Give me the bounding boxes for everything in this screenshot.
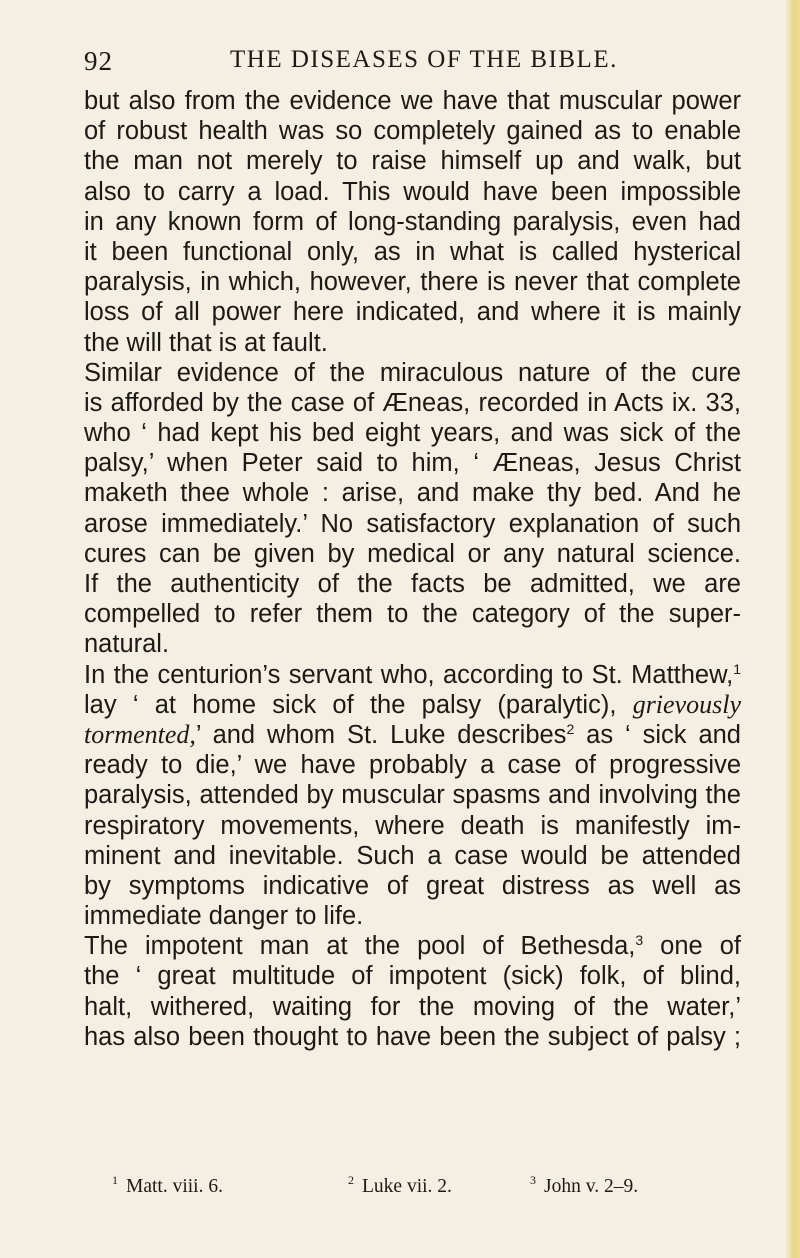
text-run: The impotent man at the pool of Bethesda, [84,932,636,961]
text-line: also to carry a load. This would have been impossible [84,177,741,206]
footnote [348,1173,452,1198]
text-line: paralysis, in which, however, there is never that complete [84,268,741,297]
text-line: maketh thee whole : arise, and make thy bed. And he [84,479,741,508]
body-text [84,86,741,1052]
footnote-ref: 3 [635,932,644,949]
footnote [530,1173,639,1198]
text-line: immediate danger to life. [84,902,364,931]
text-line: If the authenticity of the facts be admitted, we are [84,570,741,598]
text-line: compelled to refer them to the category of the super- [84,600,741,629]
text-line: who ‘ had kept his bed eight years, and was sick of the [84,419,741,448]
text-line: paralysis, attended by muscular spasms and involving the [84,781,741,810]
text-line: minent and inevitable. Such a case would be attended [84,841,741,870]
text-line: the ‘ great multitude of impotent (sick) folk, of blind, [84,962,741,991]
text-line: in any known form of long-standing paralysis, even had [84,207,741,236]
text-line: it been functional only, as in what is called hysterical [84,237,741,266]
text-line: the man not merely to raise himself up and walk, but [84,147,741,176]
text-run: ’ and whom St. Luke describes [195,720,567,749]
text-line: is afforded by the case of Æneas, recorded in Acts ix. 33, [84,388,741,417]
text-line: palsy,’ when Peter said to him, ‘ Æneas, Jesus Christ [84,449,741,478]
text-line: cures can be given by medical or any natural science. [84,539,741,568]
page-number: 92 [84,46,113,76]
italic-text: tormented, [84,719,196,749]
running-title: THE DISEASES OF THE BIBLE. [230,46,618,73]
text-line [84,690,741,720]
text-line [84,931,741,961]
footnote-mark: 2 [348,1173,354,1187]
footnotes [84,1173,724,1206]
text-line: Similar evidence of the miraculous nature of the cure [84,358,741,387]
text-line: by symptoms indicative of great distress as well as [84,871,741,900]
footnote-ref: 1 [733,660,741,677]
text-run: one of [643,932,741,961]
text-run: as ‘ sick and [574,720,741,749]
page-header [84,46,724,82]
text-line: has also been thought to have been the subject of palsy ; [84,1022,741,1051]
text-line: ready to die,’ we have probably a case of progressive [84,751,741,780]
footnote-text: Luke vii. 2. [362,1176,452,1197]
text-line [84,720,741,750]
text-run: lay ‘ at home sick of the palsy (paralytic), [84,690,617,719]
text-line: of robust health was so completely gained as to enable [84,117,741,146]
footnote-ref: 2 [566,720,575,737]
footnote-mark: 1 [112,1173,118,1187]
text-line: loss of all power here indicated, and where it is mainly [84,298,741,327]
text-line: the will that is at fault. [84,328,328,357]
footnote [112,1173,223,1198]
page-edge [786,0,800,1258]
text-line: respiratory movements, where death is manifestly im- [84,811,741,840]
text-line [84,660,741,690]
footnote-text: Matt. viii. 6. [126,1176,223,1197]
footnote-text: John v. 2–9. [544,1176,639,1197]
text-line: natural. [84,630,170,659]
text-line: but also from the evidence we have that muscular power [84,87,741,115]
text-line: arose immediately.’ No satisfactory explanation of such [84,509,741,538]
footnote-mark: 3 [530,1173,536,1187]
text-run: In the centurion’s servant who, according to St. Matthew, [84,660,734,689]
text-line: halt, withered, waiting for the moving of the water,’ [84,992,741,1021]
italic-text: grievously [632,689,741,719]
